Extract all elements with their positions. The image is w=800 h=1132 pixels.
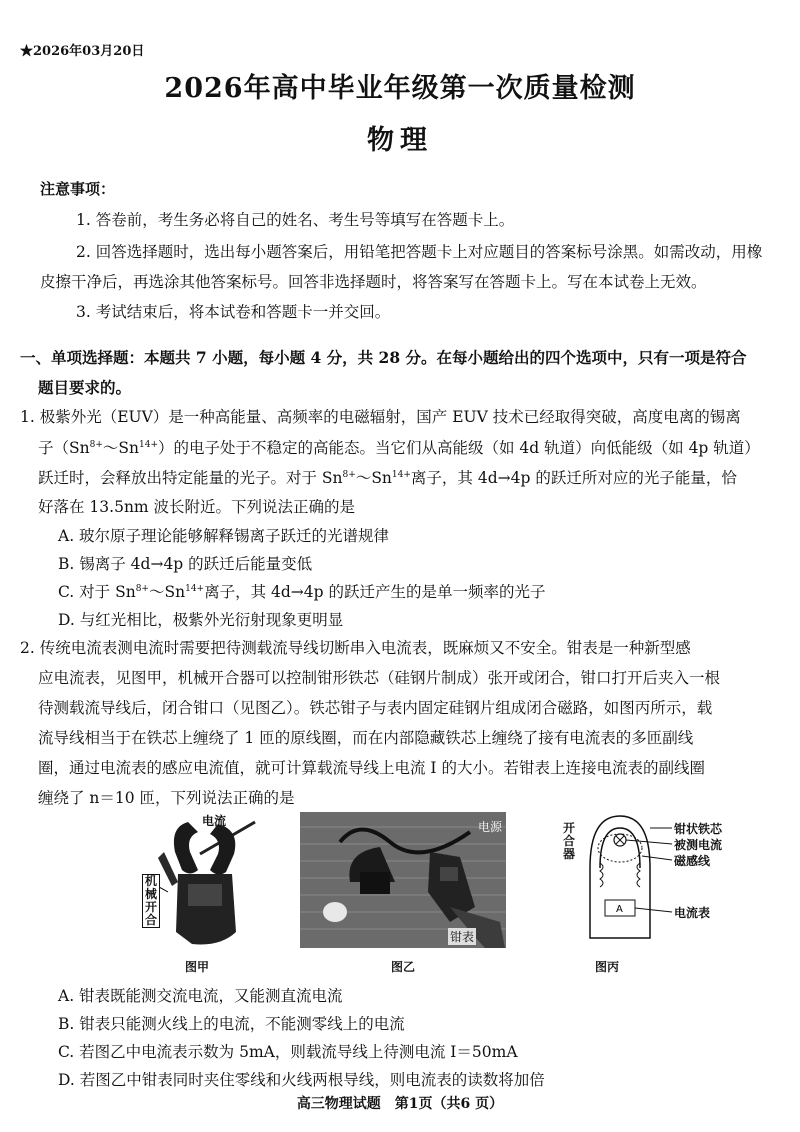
question-1-line: 好落在 13.5nm 波长附近。下列说法正确的是 — [38, 498, 356, 516]
exam-title: 2026年高中毕业年级第一次质量检测 — [164, 73, 636, 104]
fig1-label-switch: 机械开合 — [142, 874, 160, 928]
question-2-option-c: C. 若图乙中电流表示数为 5mA，则载流导线上待测电流 I＝50mA — [58, 1043, 518, 1061]
fig1-caption: 图甲 — [184, 960, 209, 974]
figure-photo — [300, 812, 506, 948]
question-1-option-b: B. 锡离子 4d→4p 的跃迁后能量变低 — [58, 555, 313, 573]
notice-item: 2. 回答选择题时，选出每小题答案后，用铅笔把答题卡上对应题目的答案标号涂黑。如需改动，用橡 — [76, 243, 763, 261]
question-1-line: 子$(Sn^{8+}\sim Sn^{14+})$的电子处于不稳定的高能态。当它们从高能级（如 4d 轨道）向低能级（如 4p 轨道） — [38, 439, 760, 457]
question-2-option-d: D. 若图乙中钳表同时夹住零线和火线两根导线，则电流表的读数将加倍 — [58, 1071, 545, 1089]
question-2-line: 圈，通过电流表的感应电流值，就可计算载流导线上电流 I 的大小。若钳表上连接电流表的副线圈 — [38, 759, 705, 777]
question-2-line: 缠绕了 n＝10 匝，下列说法正确的是 — [38, 789, 295, 807]
question-1-line: 跃迁时，会释放出特定能量的光子。对于 $Sn^{8+}\sim Sn^{14+}$离子，其 4d→4p 的跃迁所对应的光子能量，恰 — [38, 469, 737, 487]
exam-date: ★2026年03月20日 — [20, 44, 145, 59]
question-1-option-c: C. 对于 $Sn^{8+}\sim Sn^{14+}$离子，其 4d→4p 的跃迁产生的是单一频率的光子 — [58, 583, 546, 601]
question-2-line: 流导线相当于在铁芯上缠绕了 1 匝的原线圈，而在内部隐藏铁芯上缠绕了接有电流表的多匝副线 — [38, 729, 694, 747]
fig2-caption: 图乙 — [390, 960, 415, 974]
fig3-caption: 图丙 — [594, 960, 619, 974]
question-2-line: 2. 传统电流表测电流时需要把待测载流导线切断串入电流表，既麻烦又不安全。钳表是一种新型感 — [20, 639, 691, 657]
section-heading: 一、单项选择题：本题共 7 小题，每小题 4 分，共 28 分。在每小题给出的四个选项中，只有一项是符合 — [20, 348, 747, 367]
question-2-option-a: A. 钳表既能测交流电流，又能测直流电流 — [58, 987, 343, 1005]
notice-item: 3. 考试结束后，将本试卷和答题卡一并交回。 — [76, 303, 391, 321]
fig3-label-measured: 被测电流 — [674, 838, 723, 852]
question-1-option-a: A. 玻尔原子理论能够解释锡离子跃迁的光谱规律 — [58, 527, 390, 545]
fig3-label-ammeter: 电流表 — [674, 906, 711, 920]
svg-text:A: A — [616, 904, 623, 915]
fig3-label-switch: 开合器 — [563, 821, 576, 861]
fig2-label-meter: 钳表 — [450, 930, 475, 944]
question-2-option-b: B. 钳表只能测火线上的电流，不能测零线上的电流 — [58, 1015, 405, 1033]
question-2-line: 应电流表，见图甲，机械开合器可以控制钳形铁芯（硅钢片制成）张开或闭合，钳口打开后夹入一根 — [38, 669, 721, 687]
fig2-label-source: 电源 — [478, 820, 503, 834]
page-footer: 高三物理试题 第1页（共6 页） — [296, 1096, 504, 1112]
question-1-line: 1. 极紫外光（EUV）是一种高能量、高频率的电磁辐射，国产 EUV 技术已经取得突破，高度电离的锡离 — [20, 408, 741, 426]
fig3-label-field: 磁感线 — [674, 854, 711, 868]
fig1-label-current: 电流 — [202, 814, 227, 828]
notice-heading: 注意事项： — [40, 180, 116, 198]
notice-item: 1. 答卷前，考生务必将自己的姓名、考生号等填写在答题卡上。 — [76, 211, 515, 229]
exam-subject: 物理 — [367, 125, 433, 156]
figure-clamp-meter — [120, 812, 280, 952]
section-heading-cont: 题目要求的。 — [38, 378, 132, 397]
notice-item: 皮擦干净后，再选涂其他答案标号。回答非选择题时，将答案写在答题卡上。写在本试卷上无效。 — [40, 273, 707, 291]
question-2-line: 待测载流导线后，闭合钳口（见图乙）。铁芯钳子与表内固定硅钢片组成闭合磁路，如图丙所示，载 — [38, 699, 713, 717]
fig3-label-core: 钳状铁芯 — [674, 822, 723, 836]
figure-schematic — [560, 808, 740, 948]
question-1-option-d: D. 与红光相比，极紫外光衍射现象更明显 — [58, 611, 344, 629]
